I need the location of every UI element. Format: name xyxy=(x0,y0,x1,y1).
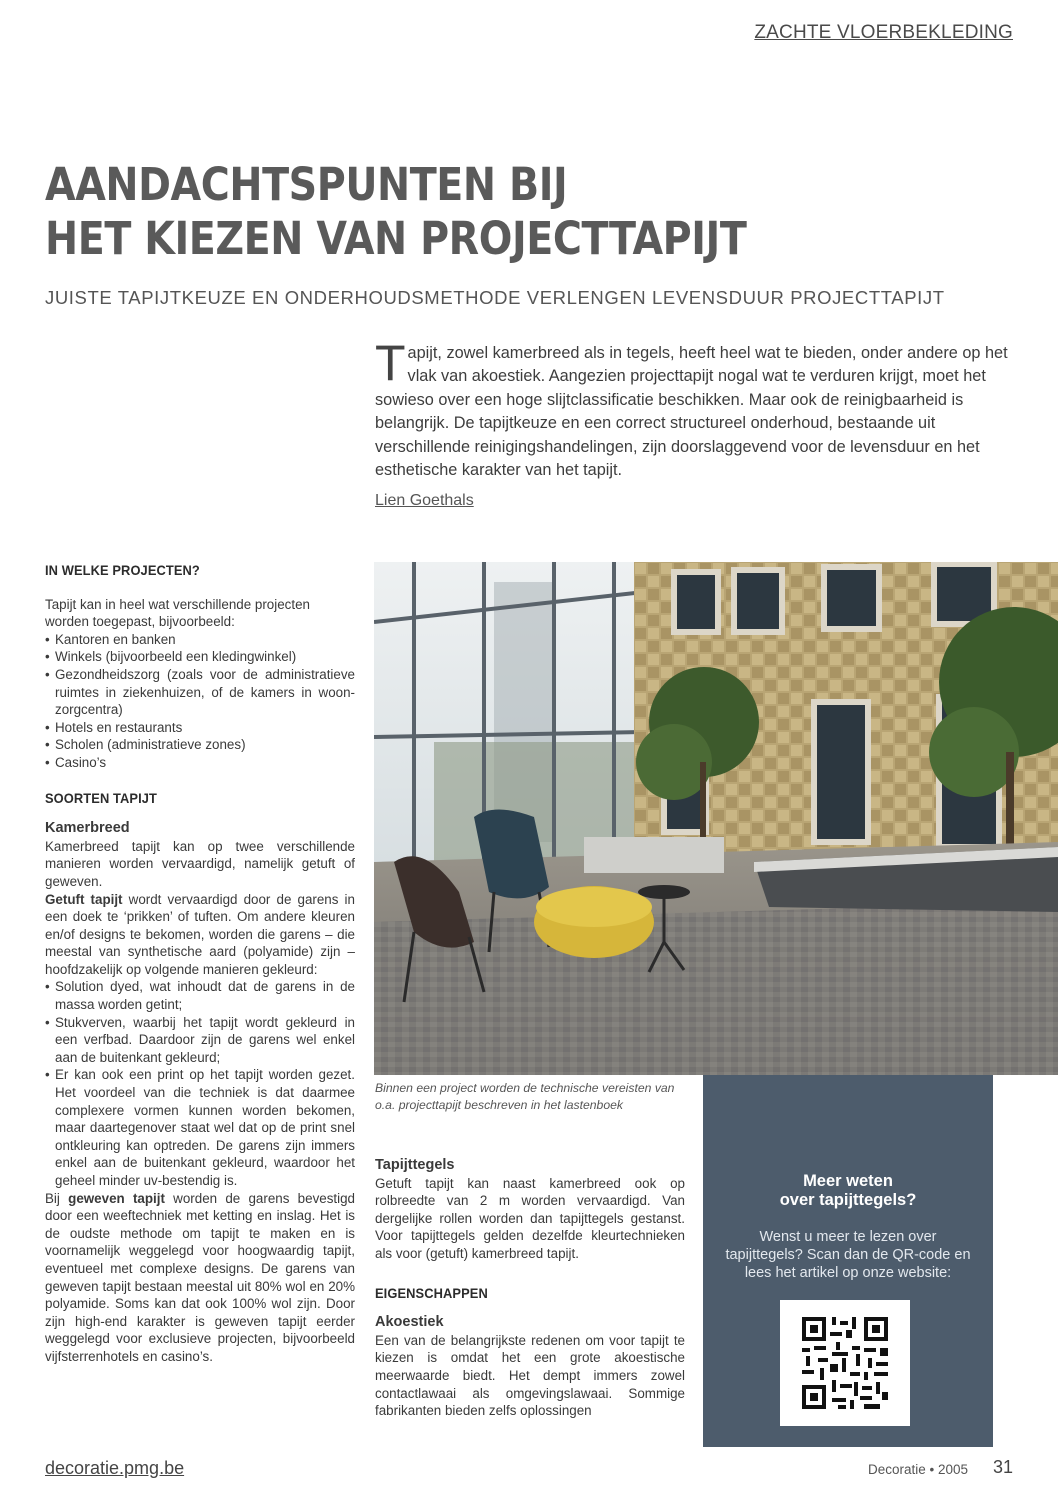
page-subtitle: JUISTE TAPIJTKEUZE EN ONDERHOUDSMETHODE VERLENGEN LEVENSDUUR PROJECTTAPIJT xyxy=(45,287,945,308)
projects-intro: Tapijt kan in heel wat verschillende projecten worden toegepast, bijvoorbeeld: xyxy=(45,596,310,630)
footer-issue: Decoratie • 2005 xyxy=(867,1462,968,1477)
list-item: • Hotels en restaurants xyxy=(45,719,355,737)
heading-acoustics: Akoestiek xyxy=(375,1314,444,1331)
geweven-label: geweven tapijt xyxy=(68,1190,165,1206)
page-title xyxy=(45,158,907,266)
list-item: • Gezondheidszorg (zoals voor de administratieve ruimtes in ziekenhuizen, of de kamers in woon-zorgcentra) xyxy=(45,666,355,719)
kamerbreed-text: Kamerbreed tapijt kan op twee verschillende manieren worden vervaardigd, namelijk getuft of geweven. xyxy=(45,838,355,889)
left-column xyxy=(45,562,355,1366)
list-item: • Stukverven, waarbij het tapijt wordt gekleurd in een verfbad. Daardoor zijn de garens wel enkel aan de buitenkant gekleurd; xyxy=(45,1014,355,1067)
photo-caption: Binnen een project worden de technische vereisten van o.a. projecttapijt beschreven in het lastenboek xyxy=(375,1081,675,1112)
qr-code[interactable] xyxy=(780,1300,910,1426)
intro-text: apijt, zowel kamerbreed als in tegels, heeft heel wat te bieden, onder andere op het vlak van akoestiek. Aangezien projecttapijt nogal wat te verduren krijgt, moet het sowieso over een hoge slijtclassificatie beschikken. Maar ook de reinigbaarheid is belangrijk. De tapijtkeuze en een correct structureel onderhoud, bestaande uit verschillende reinigingshandelingen, zijn doorslaggevend voor de levensduur en het esthetische karakter van het tapijt. xyxy=(375,344,1008,480)
info-box-text: Wenst u meer te lezen over tapijttegels? Scan dan de QR-code en lees het artikel op onze website: xyxy=(725,1229,971,1281)
heading-projects: IN WELKE PROJECTEN? xyxy=(45,562,200,578)
geweven-prefix: Bij xyxy=(45,1190,69,1206)
title-line-2: HET KIEZEN VAN PROJECTTAPIJT xyxy=(45,212,747,265)
heading-kamerbreed: Kamerbreed xyxy=(45,820,130,837)
interior-photo-illustration xyxy=(374,562,1058,1075)
info-box-title-line-1: Meer weten xyxy=(803,1172,893,1190)
author-link[interactable]: Lien Goethals xyxy=(375,492,474,509)
list-item: • Er kan ook een print op het tapijt worden gezet. Het voordeel van die techniek is dat daarmee complexere vormen kunnen worden bekomen, maar daartegenover staat wel dat op de print snel ontkleuring kan optreden. De garens zijn immers enkel aan de buitenkant gekleurd, waardoor het geheel minder uv-bestendig is. xyxy=(45,1066,355,1189)
intro-paragraph xyxy=(375,335,1015,482)
qr-code-icon xyxy=(780,1300,910,1426)
projects-list xyxy=(45,631,355,772)
getuft-label: Getuft tapijt xyxy=(45,891,123,907)
heading-tapijttegels: Tapijttegels xyxy=(375,1157,455,1173)
footer-website-link[interactable]: decoratie.pmg.be xyxy=(45,1458,185,1478)
info-box-title xyxy=(703,1172,993,1210)
getuft-paragraph xyxy=(45,891,355,979)
middle-column xyxy=(375,1157,685,1420)
list-item: • Solution dyed, wat inhoudt dat de garens in de massa worden getint; xyxy=(45,978,355,1013)
getuft-text: wordt vervaardigd door de garens in een doek te ‘prikken’ of tuften. Om andere kleuren en/of designs te bekomen, worden die garens – die meestal van synthetische aard (polyamide) zijn – hoofdzakelijk op volgende manieren gekleurd: xyxy=(45,891,355,977)
list-item: • Casino’s xyxy=(45,754,355,772)
title-line-1: AANDACHTSPUNTEN BIJ xyxy=(45,158,568,211)
interior-photo xyxy=(374,562,1058,1075)
section-tag: ZACHTE VLOERBEKLEDING xyxy=(754,22,1013,43)
dye-methods-list xyxy=(45,978,355,1189)
list-item: • Scholen (administratieve zones) xyxy=(45,736,355,754)
acoustics-text: Een van de belangrijkste redenen om voor tapijt te kiezen is omdat het een grote akoestische meerwaarde biedt. Het dempt immers zowel contactlawaai als omgevingslawaai. Sommige fabrikanten bieden zelfs oplossingen xyxy=(375,1332,685,1419)
info-box xyxy=(703,1075,993,1447)
drop-cap: T xyxy=(375,335,406,391)
geweven-paragraph xyxy=(45,1190,355,1366)
page-number: 31 xyxy=(992,1457,1013,1477)
tapijttegels-text: Getuft tapijt kan naast kamerbreed ook op rolbreedte van 2 m worden vervaardigd. Van dergelijke rollen worden dan tapijttegels gestanst. Voor tapijttegels gelden dezelfde kleurtechnieken als voor (getuft) kamerbreed tapijt. xyxy=(375,1175,685,1261)
heading-properties: EIGENSCHAPPEN xyxy=(375,1284,488,1301)
list-item: • Winkels (bijvoorbeeld een kledingwinkel) xyxy=(45,648,355,666)
info-box-title-line-2: over tapijttegels? xyxy=(779,1191,917,1209)
geweven-text: worden de garens bevestigd door een weeftechniek met ketting en inslag. Het is de oudste methode om tapijt te maken en is voornamelijk weggelegd voor hoogwaardig tapijt, eventueel met complexe designs. De garens van geweven tapijt bestaan meestal uit 80% wol en 20% polyamide. Soms kan dat ook 100% wol zijn. Door zijn high-end karakter is geweven tapijt eerder weggelegd voor exclusieve projecten, bijvoorbeeld vijfsterrenhotels en casino’s. xyxy=(45,1190,355,1364)
heading-types: SOORTEN TAPIJT xyxy=(45,789,157,806)
list-item: • Kantoren en banken xyxy=(45,631,355,649)
